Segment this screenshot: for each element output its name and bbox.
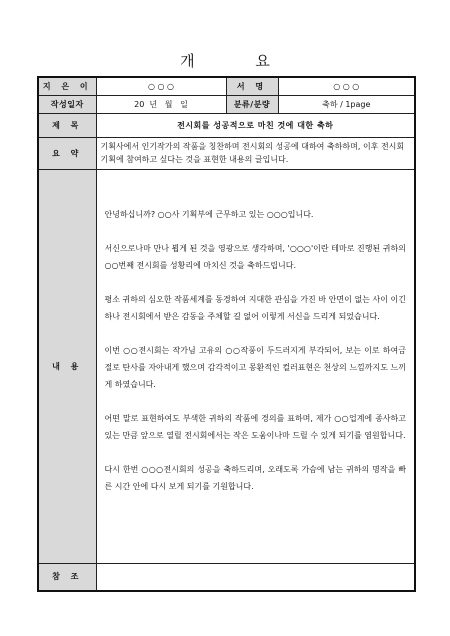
author-value: ○ ○ ○ [96,77,226,95]
summary-value: 기획사에서 인기작가의 작품을 칭찬하며 전시회의 성공에 대하여 축하하며, 이후 전시회 기획에 참여하고 싶다는 것을 표현한 내용의 글입니다. [96,137,415,169]
reference-value [96,563,415,591]
date-row [38,95,415,113]
content-paragraph: 다시 한번 ○○○전시회의 성공을 축하드리며, 오래도록 가슴에 남는 귀하의 명작을 빠른 시간 안에 다시 보게 되기를 기원합니다. [104,464,406,491]
content-row [38,169,415,563]
content-paragraph: 어떤 말로 표현하여도 부색한 귀하의 작품에 경의를 표하며, 제가 ○○업계에 종사하고 있는 만큼 앞으로 열릴 전시회에서는 작은 도움이나마 드릴 수 있게 되기를 염원합니다. [104,413,406,440]
author-row [38,77,415,95]
subject-row [38,113,415,137]
content-label: 내 용 [38,169,96,563]
summary-label: 요 약 [38,137,96,169]
content-paragraph: 안녕하십니까? ○○사 기획부에 근무하고 있는 ○○○입니다. [104,209,314,219]
subject-label: 제 목 [38,113,96,137]
reference-row [38,563,415,591]
summary-row [38,137,415,169]
signature-value: ○ ○ ○ [278,77,415,95]
content-paragraph: 이번 ○○전시회는 작가님 고유의 ○○작풍이 두드러지게 부각되어, 보는 이로 하여금 절로 탄사를 자아내게 했으며 감각적이고 몽환적인 컬러표현은 천상의 느낌까지도 느끼게 하였습니다. [104,345,406,389]
author-label: 지 은 이 [38,77,96,95]
document-summary-form [37,76,416,592]
subject-value: 전시회를 성공적으로 마친 것에 대한 축하 [96,113,415,137]
page-title: 개 요 [180,52,298,70]
date-label: 작성일자 [38,95,96,113]
category-value: 축하 / 1page [278,95,415,113]
reference-label: 참 조 [38,563,96,591]
content-paragraph: 서신으로나마 만나 뵙게 된 것을 영광으로 생각하며, '○○○'이란 테마로 진행된 귀하의 ○○번째 전시회를 성황리에 마치신 것을 축하드립니다. [104,243,406,270]
date-value: 20 년 월 일 [96,95,226,113]
signature-label: 서 명 [226,77,278,95]
content-paragraph: 평소 귀하의 심오한 작품세계를 동경하여 지대한 관심을 가진 바 안면이 없는 사이 이긴 하나 전시회에서 받은 감동을 주체할 길 없어 이렇게 서신을 드리게 되었습니다. [104,294,406,321]
category-label: 분류/분량 [226,95,278,113]
content-body [96,169,415,563]
